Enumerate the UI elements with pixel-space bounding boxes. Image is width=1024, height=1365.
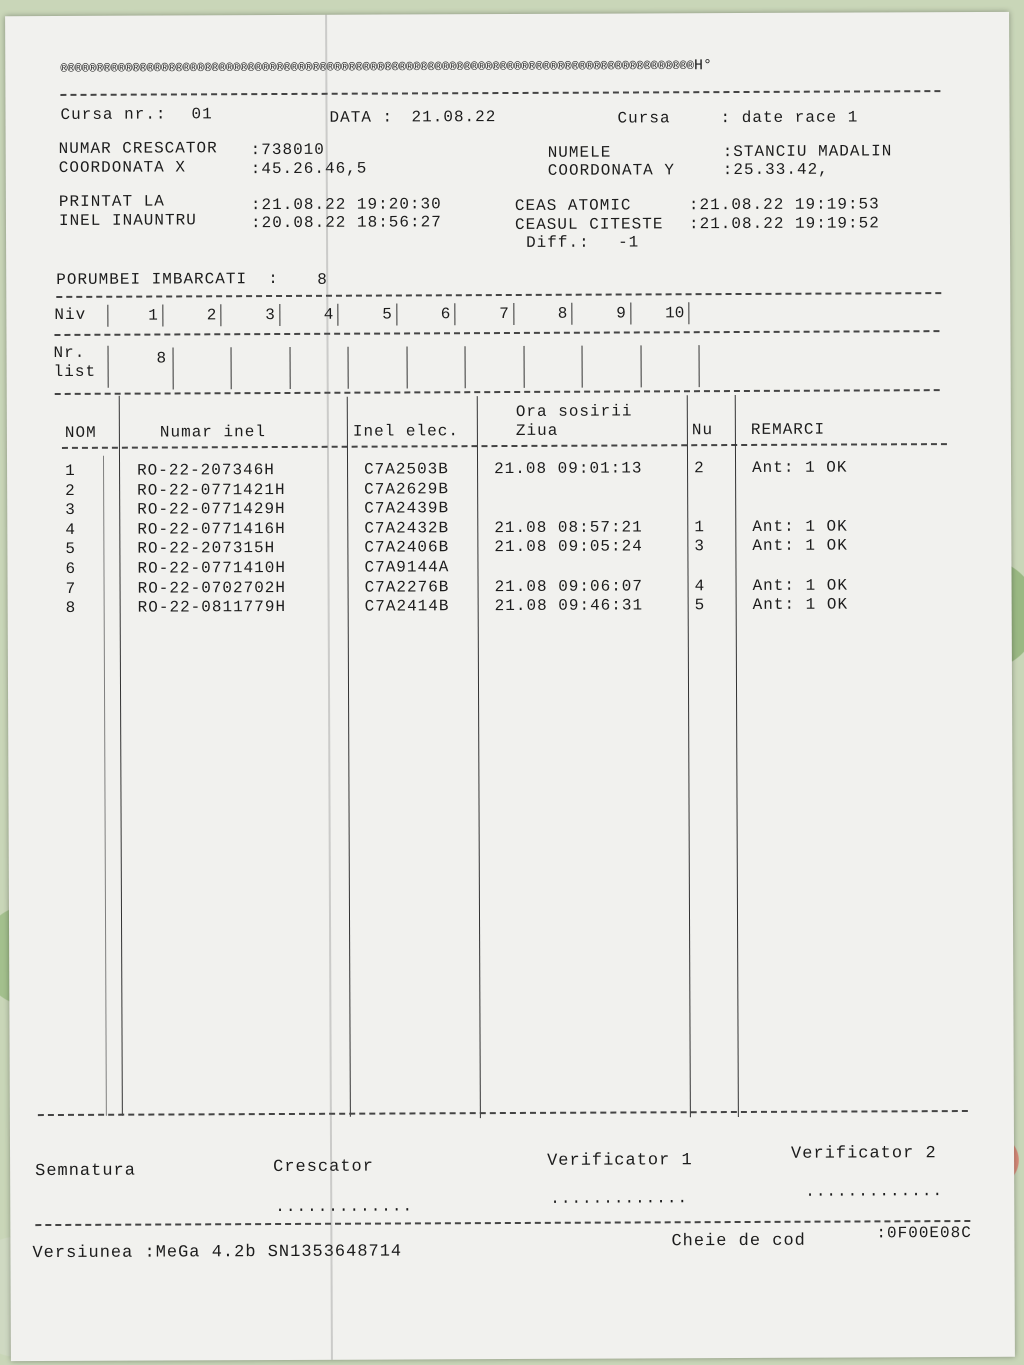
verificator-2-signature-line: ............. (805, 1182, 944, 1201)
cursa-nr-value: 01 (191, 105, 213, 124)
cell-numar-inel: RO-22-0771416H (137, 519, 286, 539)
divider (55, 389, 940, 395)
cell-nom: 4 (65, 520, 76, 539)
niv-level-cell: 10 (631, 302, 690, 324)
verificator-2-label: Verificator 2 (791, 1144, 937, 1164)
cell-nom: 6 (65, 559, 77, 578)
ceas-atomic-label: CEAS ATOMIC (514, 196, 632, 215)
verificator-1-label: Verificator 1 (547, 1151, 693, 1171)
nr-list-label-1: Nr. (53, 343, 86, 362)
cell-inel-elec: C7A2439B (364, 499, 450, 518)
column-line (347, 397, 351, 1117)
niv-level-cell: 2 (163, 304, 222, 326)
cell-nu: 1 (694, 517, 705, 536)
cell-inel-elec: C7A2503B (364, 460, 449, 479)
cell-nom: 5 (65, 540, 77, 559)
cell-inel-elec: C7A9144A (364, 558, 450, 577)
nr-list-cell (466, 346, 525, 388)
cell-nom: 8 (65, 599, 77, 618)
cursa-label: Cursa (617, 109, 671, 128)
crescator-signature-line: ............. (275, 1197, 414, 1217)
crescator-label: Crescator (273, 1157, 374, 1178)
nr-list-cell (173, 347, 232, 389)
coord-x-label: COORDONATA X (58, 158, 186, 177)
nr-list-cell (524, 346, 583, 388)
niv-level-cell: 9 (572, 302, 631, 324)
cell-ora-sosirii: 21.08 09:01:13 (494, 459, 643, 479)
diff-value: -1 (618, 233, 640, 252)
column-line (735, 395, 739, 1117)
nr-list-cell (407, 346, 466, 388)
numele-value: :STANCIU MADALIN (722, 142, 893, 162)
cell-ora-sosirii: 21.08 09:05:24 (494, 537, 643, 557)
divider (56, 292, 941, 298)
cursa-nr-label: Cursa nr.: (60, 105, 167, 124)
divider (54, 330, 939, 336)
cell-inel-elec: C7A2276B (364, 577, 450, 597)
cell-nom: 1 (65, 461, 76, 480)
cell-remarci: Ant: 1 OK (752, 576, 849, 595)
diff-label: Diff.: (526, 233, 590, 252)
niv-level-cell: 3 (221, 304, 280, 326)
coord-y-value: :25.33.42, (722, 160, 829, 180)
cell-nu: 5 (694, 596, 706, 615)
coord-y-label: COORDONATA Y (547, 161, 676, 180)
column-line (477, 396, 481, 1118)
cell-numar-inel: RO-22-207315H (137, 539, 276, 559)
nr-list-label-2: list (53, 362, 97, 381)
col-remarci-header: REMARCI (750, 420, 826, 439)
nr-list-cell (583, 345, 642, 387)
nr-list-separator (108, 346, 109, 388)
symbol-end: H° (693, 57, 713, 75)
inel-inauntru-value: :20.08.22 18:56:27 (250, 213, 442, 233)
cell-remarci: Ant: 1 OK (752, 517, 848, 536)
col-ziua-header: Ziua (515, 421, 559, 440)
niv-level-cell: 7 (455, 303, 514, 325)
column-line (687, 395, 691, 1117)
cell-numar-inel: RO-22-0771410H (137, 558, 286, 578)
divider (38, 1110, 968, 1116)
column-line (119, 396, 123, 1116)
inel-inauntru-label: INEL INAUNTRU (58, 211, 197, 230)
cell-nom: 3 (65, 501, 76, 520)
printat-label: PRINTAT LA (58, 192, 165, 211)
col-nu-header: Nu (691, 421, 714, 440)
cell-ora-sosirii: 21.08 08:57:21 (494, 518, 643, 537)
cell-nu: 4 (694, 576, 706, 595)
cell-numar-inel: RO-22-0811779H (137, 598, 287, 617)
cell-inel-elec: C7A2432B (364, 519, 450, 538)
niv-level-cell: 1 (104, 305, 163, 327)
porumbei-value: 8 (317, 270, 328, 289)
cell-nu: 3 (694, 537, 706, 556)
data-value: 21.08.22 (411, 108, 497, 127)
data-label: DATA : (329, 108, 394, 127)
niv-level-cell: 8 (514, 303, 573, 325)
col-nom-header: NOM (64, 423, 97, 442)
niv-level-cell: 5 (338, 303, 397, 325)
cell-inel-elec: C7A2414B (364, 597, 450, 616)
niv-level-cell: 4 (280, 304, 339, 326)
cell-numar-inel: RO-22-0771421H (137, 480, 286, 500)
niv-label: Niv (54, 305, 87, 324)
cell-inel-elec: C7A2629B (364, 479, 449, 499)
nr-list-cell (349, 346, 408, 388)
cursa-name: : date race 1 (720, 108, 859, 128)
niv-levels (104, 302, 689, 327)
cell-ora-sosirii: 21.08 09:06:07 (494, 577, 644, 596)
numar-crescator-label: NUMAR CRESCATOR (58, 139, 218, 158)
col-ora-header: Ora sosirii (515, 402, 633, 421)
cell-remarci: Ant: 1 OK (752, 595, 849, 615)
nr-list-cell (290, 347, 349, 389)
divider (62, 443, 947, 449)
column-line (103, 456, 107, 1116)
symbol-border-row (60, 57, 712, 77)
versiunea-text: Versiunea :MeGa 4.2b SN1353648714 (32, 1242, 403, 1264)
numar-crescator-value: :738010 (250, 140, 325, 160)
cell-nu: 2 (694, 459, 705, 478)
ceasul-citeste-label: CEASUL CITESTE (514, 215, 664, 234)
nr-list-cell (641, 345, 700, 387)
cell-remarci: Ant: 1 OK (752, 536, 848, 556)
verificator-1-signature-line: ............. (550, 1189, 689, 1208)
nr-list-cell: 8 (115, 347, 174, 389)
symbol-row: ®®®®®®®®®®®®®®®®®®®®®®®®®®®®®®®®®®®®®®®®®®®®®®®®®®®®®®®®®®®®®®®®®®®®®®®®®®®®®®®®®®®®®®®® (60, 59, 695, 76)
cell-numar-inel: RO-22-0771429H (137, 500, 286, 519)
cell-remarci: Ant: 1 OK (752, 458, 848, 477)
ceas-atomic-value: :21.08.22 19:19:53 (688, 195, 880, 215)
cell-inel-elec: C7A2406B (364, 538, 450, 558)
semnatura-label: Semnatura (35, 1161, 136, 1182)
cell-ora-sosirii: 21.08 09:46:31 (494, 596, 644, 616)
ceasul-citeste-value: :21.08.22 19:19:52 (688, 214, 880, 234)
porumbei-label: PORUMBEI IMBARCATI : (56, 270, 279, 289)
printat-value: :21.08.22 19:20:30 (250, 195, 442, 215)
cell-numar-inel: RO-22-207346H (137, 461, 275, 480)
niv-level-cell: 6 (397, 303, 456, 325)
nr-list-values (115, 345, 700, 390)
col-numar-inel-header: Numar inel (159, 423, 266, 442)
printed-race-sheet (5, 12, 1015, 1361)
cell-nom: 2 (65, 481, 76, 500)
nr-list-cell (232, 347, 291, 389)
cheie-de-cod-label: Cheie de cod (671, 1231, 806, 1252)
divider (60, 90, 940, 96)
numele-label: NUMELE (547, 143, 612, 162)
cell-nom: 7 (65, 579, 77, 598)
col-inel-elec-header: Inel elec. (352, 422, 459, 441)
divider (35, 1220, 970, 1226)
coord-x-value: :45.26.46,5 (250, 159, 368, 179)
cheie-de-cod-value: :0F00E08C (876, 1223, 972, 1243)
cell-numar-inel: RO-22-0702702H (137, 578, 287, 598)
